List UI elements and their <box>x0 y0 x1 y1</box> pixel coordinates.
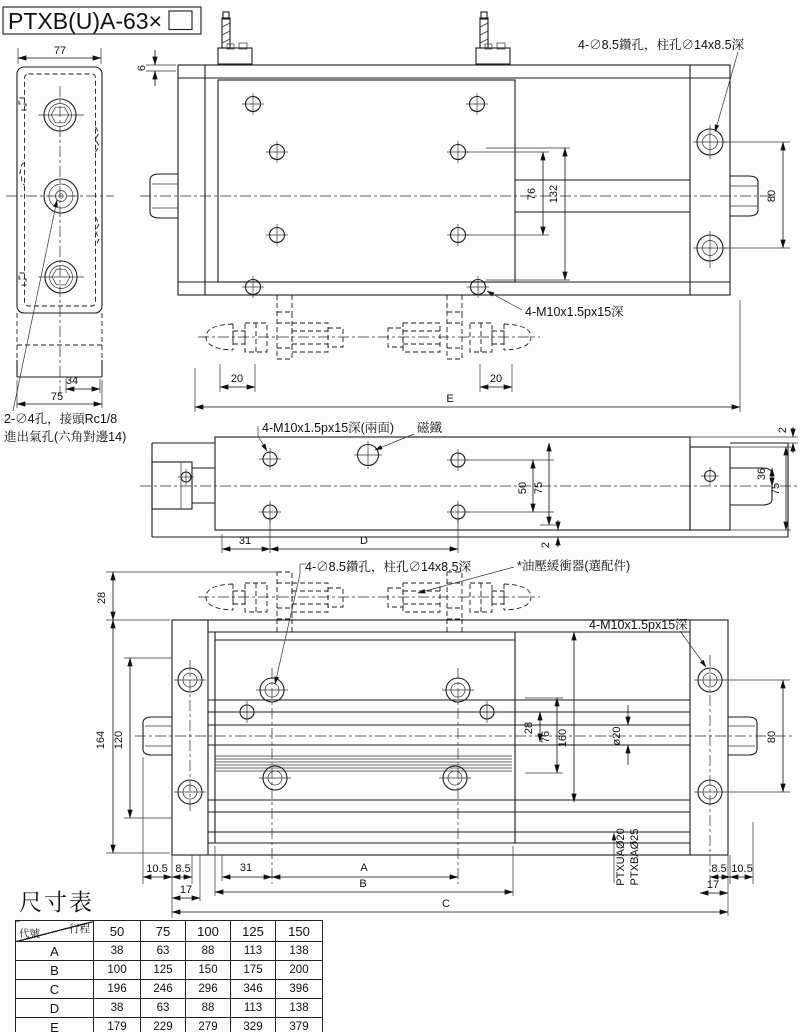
col-header: 150 <box>276 921 323 942</box>
row-label: B <box>16 961 94 980</box>
table-cell: 329 <box>231 1018 276 1032</box>
model-code-ptxba: PTXBAØ25 <box>629 828 641 886</box>
dim-34-label: 34 <box>65 375 79 387</box>
table-cell: 125 <box>141 961 186 980</box>
size-placeholder-box <box>169 11 192 30</box>
dimension-table-title: 尺寸表 <box>19 889 94 915</box>
dim-105-right-label: 10.5 <box>731 863 753 875</box>
table-cell: 63 <box>141 942 186 961</box>
front-view <box>95 558 795 918</box>
dim-75-label: 75 <box>50 391 64 403</box>
table-cell: 88 <box>186 999 231 1018</box>
table-corner-cell <box>16 921 94 942</box>
dim-120-label: 120 <box>113 730 125 750</box>
model-number-label: PTXB(U)A-63× <box>8 8 163 34</box>
magnet-label: 磁鐵 <box>417 421 443 435</box>
row-label: D <box>16 999 94 1018</box>
dim-17-right-label: 17 <box>706 879 720 891</box>
dim-B-label: B <box>359 878 367 890</box>
dim-160-label: 160 <box>557 728 569 748</box>
table-cell: 113 <box>231 999 276 1018</box>
dim-77-label: 77 <box>53 45 67 57</box>
table-cell: 246 <box>141 980 186 999</box>
dim-80-bottom-label: 80 <box>766 730 778 744</box>
dim-31-mid-label: 31 <box>238 535 252 547</box>
plan-view-holes <box>242 93 727 298</box>
dimension-table-section <box>15 884 335 1032</box>
table-row <box>16 999 323 1018</box>
dim-31-bottom-label: 31 <box>239 862 253 874</box>
dim-164-label: 164 <box>95 730 107 750</box>
dim-75-right-label: 75 <box>770 482 782 496</box>
table-cell: 229 <box>141 1018 186 1032</box>
table-row <box>16 1018 323 1032</box>
table-cell: 150 <box>186 961 231 980</box>
table-cell: 179 <box>94 1018 141 1032</box>
table-cell: 38 <box>94 999 141 1018</box>
dim-36-label: 36 <box>756 467 768 481</box>
table-header-row <box>16 921 323 942</box>
dim-17-left-label: 17 <box>179 884 193 896</box>
dim-75-mid-label: 75 <box>533 481 545 495</box>
sensor-fitting-left <box>218 12 252 64</box>
dimension-table <box>15 920 323 1032</box>
table-cell: 379 <box>276 1018 323 1032</box>
table-row <box>16 961 323 980</box>
dim-2-bottom-label: 2 <box>540 541 552 549</box>
table-cell: 196 <box>94 980 141 999</box>
table-cell: 138 <box>276 999 323 1018</box>
dim-132-label: 132 <box>548 184 560 204</box>
col-header: 125 <box>231 921 276 942</box>
dim-D-label: D <box>360 535 368 547</box>
corner-stroke-label: 行程 <box>69 923 90 935</box>
table-cell: 38 <box>94 942 141 961</box>
col-header: 75 <box>141 921 186 942</box>
dim-76-bottom-label: 76 <box>540 730 552 744</box>
dim-20-right-label: 20 <box>489 373 503 385</box>
dim-105-left-label: 10.5 <box>146 863 168 875</box>
shock-absorber-note: *油壓緩衝器(選配件) <box>517 559 631 573</box>
tap-note-both-sides: 4-M10x1.5px15深(兩面) <box>262 421 394 435</box>
corner-code-label: 代號 <box>19 928 40 940</box>
dim-E-label: E <box>446 393 454 405</box>
table-cell: 88 <box>186 942 231 961</box>
row-label: C <box>16 980 94 999</box>
dim-50-label: 50 <box>517 481 529 495</box>
col-header: 100 <box>186 921 231 942</box>
dim-28-top-label: 28 <box>96 591 108 605</box>
sensor-fitting-right <box>476 12 510 64</box>
dim-76-label: 76 <box>526 187 538 201</box>
table-cell: 279 <box>186 1018 231 1032</box>
title-block <box>3 7 201 34</box>
side-view <box>140 420 798 553</box>
table-cell: 63 <box>141 999 186 1018</box>
table-cell: 175 <box>231 961 276 980</box>
dim-C-label: C <box>442 898 450 910</box>
tap-note-top: 4-M10x1.5px15深 <box>525 305 624 319</box>
right-block-hole <box>701 467 719 485</box>
row-label: E <box>16 1018 94 1032</box>
tap-note-bottom: 4-M10x1.5px15深 <box>589 618 688 632</box>
dim-6-label: 6 <box>136 64 148 72</box>
table-row <box>16 980 323 999</box>
dim-85-right-label: 8.5 <box>711 863 727 875</box>
dim-85-left-label: 8.5 <box>175 863 191 875</box>
dim-2-top-label: 2 <box>777 426 789 434</box>
air-port-note-line1: 2-∅4孔，接頭Rc1/8 <box>4 412 118 426</box>
plan-view <box>136 12 790 412</box>
side-view-holes <box>259 441 469 523</box>
dim-dia20-label: ø20 <box>611 726 623 746</box>
table-row <box>16 942 323 961</box>
model-code-ptxua: PTXUAØ20 <box>615 828 627 886</box>
row-label: A <box>16 942 94 961</box>
seal-strip-band <box>215 756 512 771</box>
table-cell: 138 <box>276 942 323 961</box>
col-header: 50 <box>94 921 141 942</box>
dim-20-left-label: 20 <box>230 373 244 385</box>
table-cell: 346 <box>231 980 276 999</box>
dim-28-mid-label: 28 <box>523 721 535 735</box>
table-cell: 100 <box>94 961 141 980</box>
end-view <box>4 45 126 444</box>
table-cell: 113 <box>231 942 276 961</box>
table-cell: 396 <box>276 980 323 999</box>
drill-note-bottom: 4-∅8.5鑽孔，柱孔∅14x8.5深 <box>305 560 472 574</box>
drill-note-top: 4-∅8.5鑽孔，柱孔∅14x8.5深 <box>578 38 745 52</box>
table-cell: 200 <box>276 961 323 980</box>
dim-A-label: A <box>360 862 368 874</box>
air-port-note-line2: 進出氣孔(六角對邊14) <box>4 430 127 444</box>
table-cell: 296 <box>186 980 231 999</box>
dim-80-label: 80 <box>766 189 778 203</box>
